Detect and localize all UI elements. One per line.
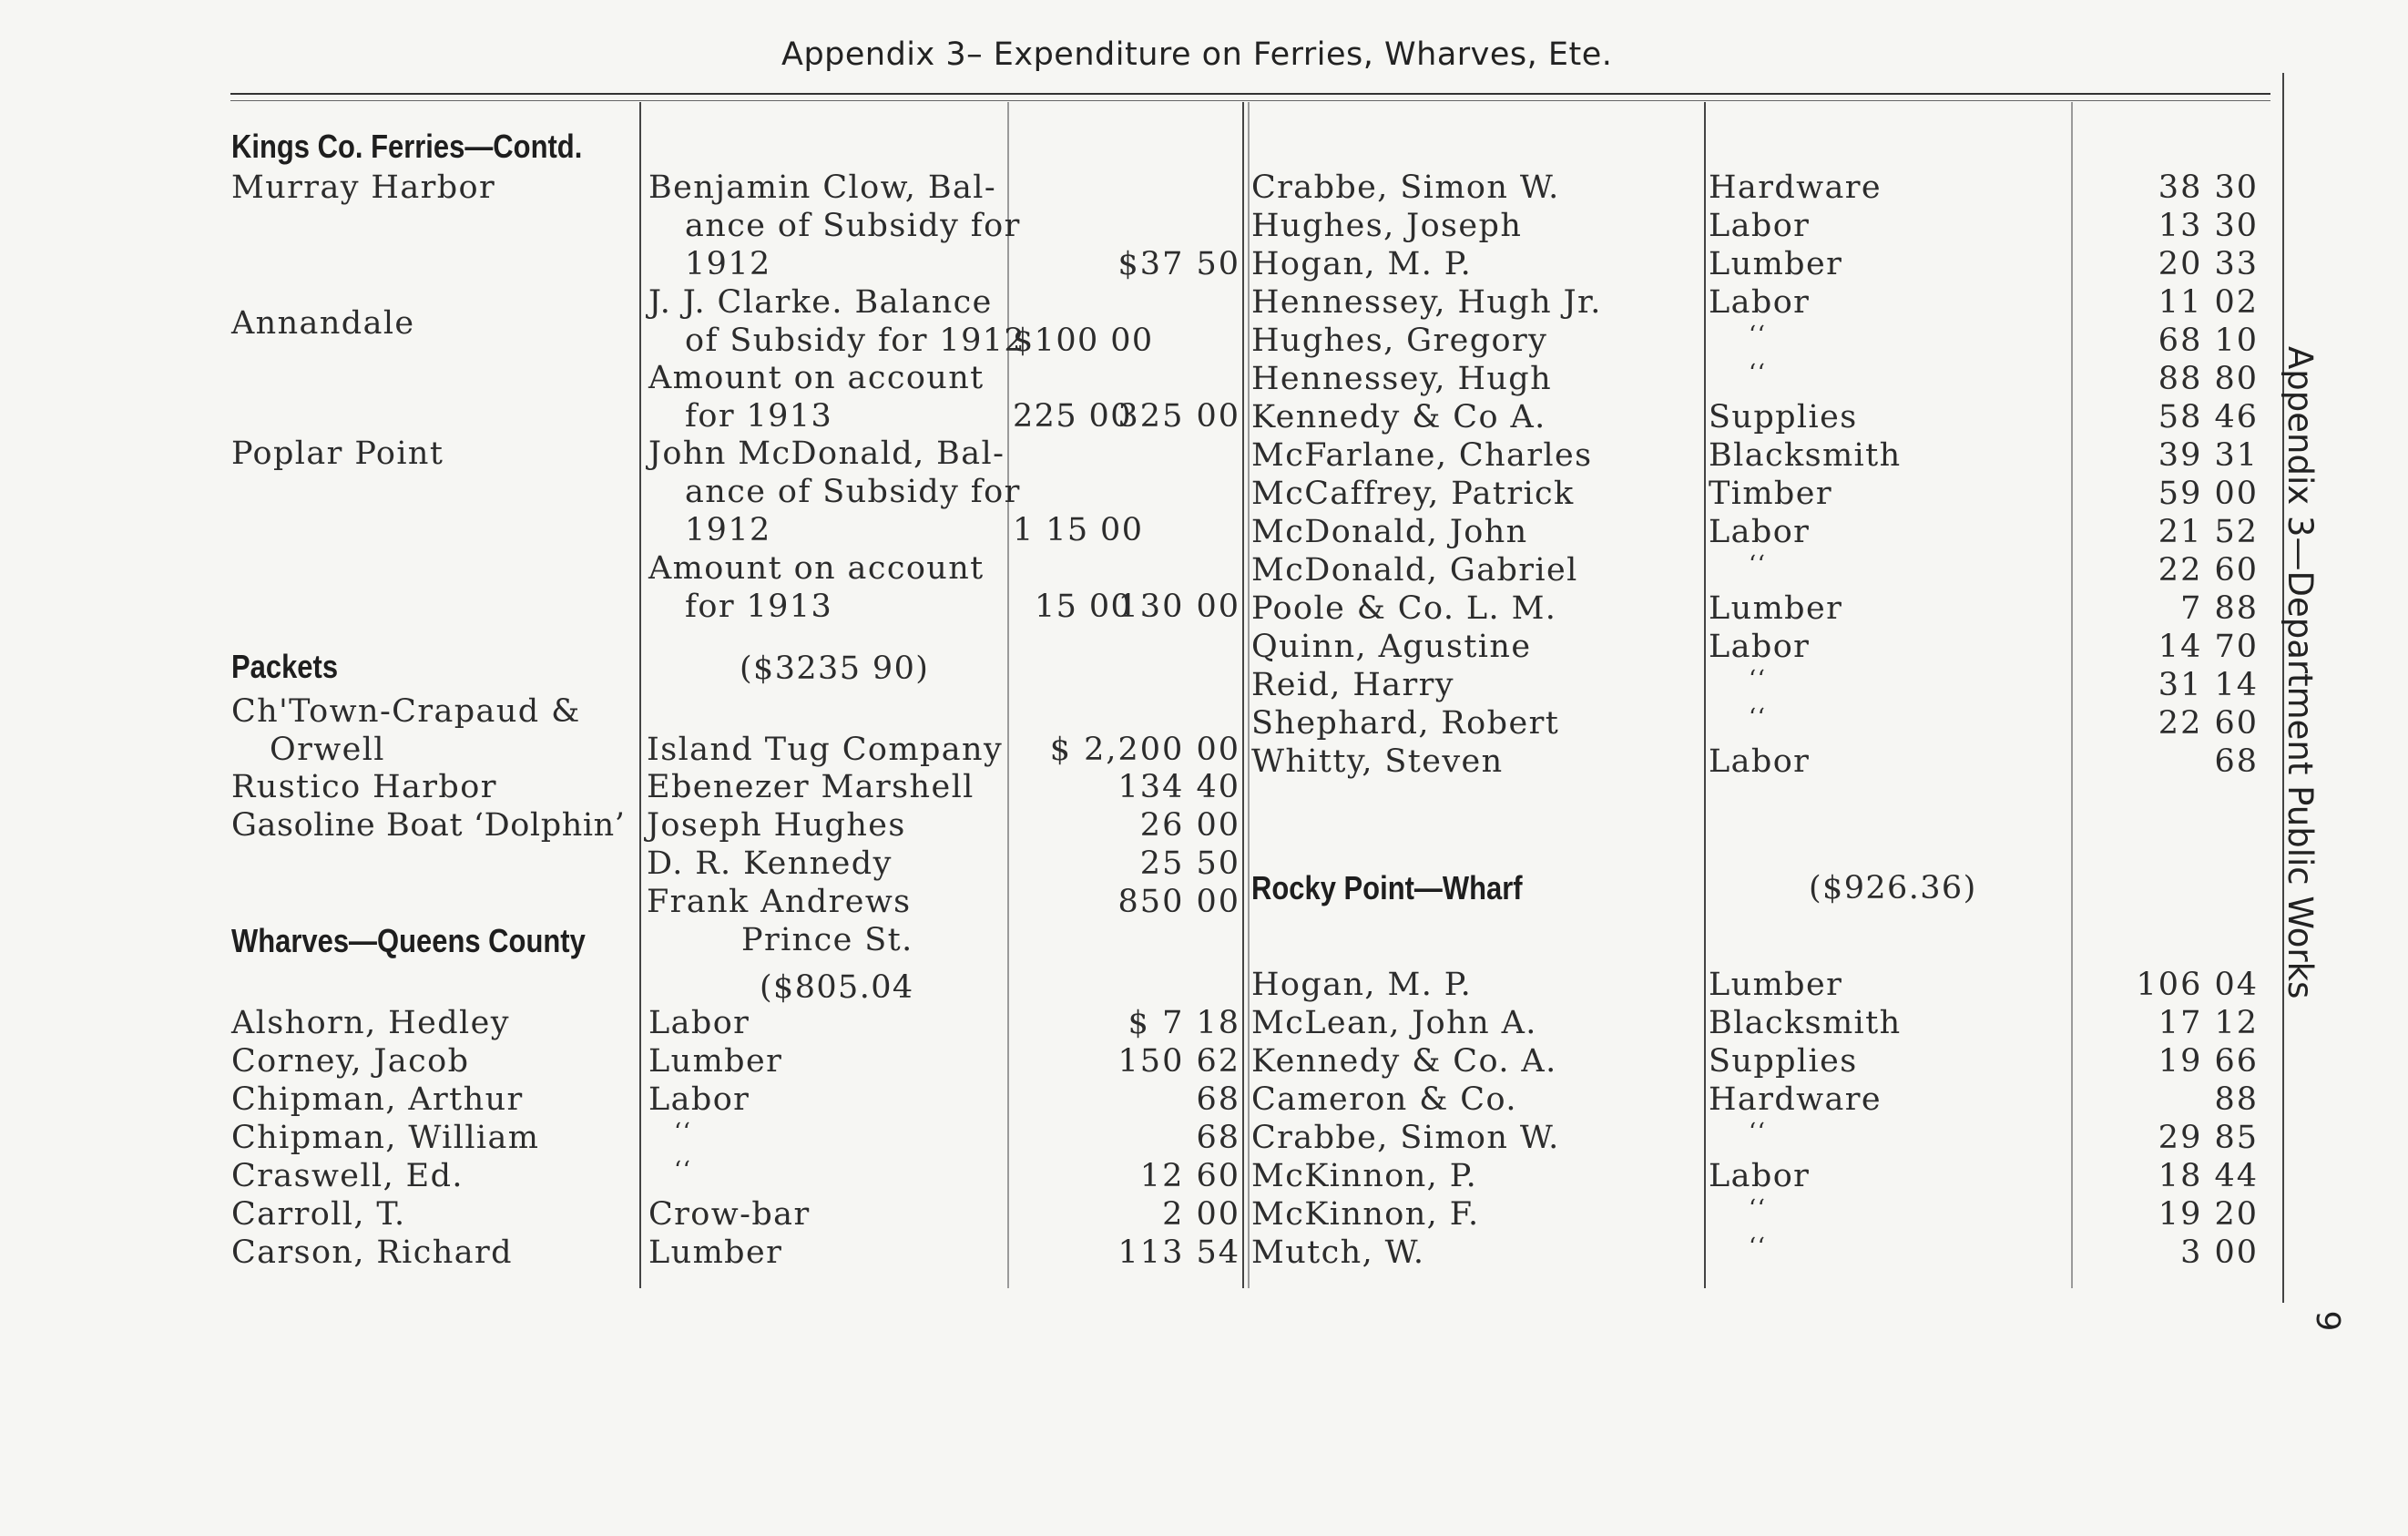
wharf-amount: $ 7 18 — [1127, 1005, 1240, 1041]
packet-payee: Ebenezer Marshell — [647, 769, 974, 805]
right-row-amount: 19 66 — [2158, 1043, 2259, 1080]
desc-annandale: for 1913 — [685, 398, 833, 435]
packet-place: Ch'Town-Crapaud & — [231, 693, 581, 730]
packet-payee: Frank Andrews — [647, 884, 912, 920]
wharf-amount: 2 00 — [1162, 1196, 1240, 1233]
right-row-amount: 68 10 — [2158, 323, 2259, 359]
right-row-item: Hardware — [1709, 169, 1882, 206]
right-row-name: Quinn, Agustine — [1251, 629, 1532, 665]
right-row-name: Crabbe, Simon W. — [1251, 1120, 1560, 1156]
right-row-name: Whitty, Steven — [1251, 743, 1504, 780]
wharf-amount: 68 — [1196, 1120, 1240, 1156]
rocky-point-heading: Rocky Point—Wharf — [1251, 869, 1523, 906]
wharf-name: Carson, Richard — [231, 1234, 513, 1271]
right-row-item: Supplies — [1709, 1043, 1858, 1080]
right-row-name: McDonald, John — [1251, 514, 1528, 550]
right-row-name: Cameron & Co. — [1251, 1081, 1517, 1118]
right-row-amount: 59 00 — [2158, 476, 2259, 512]
divider-right-amount — [2071, 102, 2073, 1288]
desc-poplar: for 1913 — [685, 589, 833, 625]
right-row-item: Hardware — [1709, 1081, 1882, 1118]
right-row-name: Mutch, W. — [1251, 1234, 1425, 1271]
packet-payee: D. R. Kennedy — [647, 845, 893, 882]
wharf-item: Crow-bar — [648, 1196, 811, 1233]
wharves-total: ($805.04 — [760, 969, 914, 1006]
wharf-name: Craswell, Ed. — [231, 1158, 464, 1194]
right-row-item: Lumber — [1709, 590, 1843, 627]
right-row-name: Reid, Harry — [1251, 667, 1454, 703]
packet-amount: 134 40 — [1117, 769, 1240, 805]
desc-poplar: John McDonald, Bal- — [648, 435, 1005, 472]
amount-annandale: 225 00 — [1013, 398, 1132, 435]
right-row-amount: 68 — [2214, 743, 2259, 780]
wharf-item: Lumber — [648, 1234, 783, 1271]
packets-total: ($3235 90) — [740, 650, 930, 687]
right-row-amount: 11 02 — [2158, 284, 2259, 321]
right-row-name: Shephard, Robert — [1251, 705, 1560, 742]
wharf-name: Chipman, William — [231, 1120, 540, 1156]
right-row-item: Labor — [1709, 1158, 1811, 1194]
right-row-name: McDonald, Gabriel — [1251, 552, 1578, 589]
right-row-name: McKinnon, F. — [1251, 1196, 1480, 1233]
ditto-mark: ‘‘ — [1749, 322, 1767, 349]
right-row-amount: 22 60 — [2158, 705, 2259, 742]
desc-annandale: Amount on account — [648, 360, 985, 396]
right-row-item: Labor — [1709, 514, 1811, 550]
ditto-mark: ‘‘ — [1749, 551, 1767, 579]
right-row-name: Hughes, Joseph — [1251, 208, 1523, 244]
desc-murray: ance of Subsidy for — [685, 208, 1021, 244]
desc-poplar: 1912 — [685, 512, 771, 548]
right-row-item: Labor — [1709, 284, 1811, 321]
wharf-name: Chipman, Arthur — [231, 1081, 524, 1118]
ditto-mark: ‘‘ — [1749, 704, 1767, 732]
packet-amount: 25 50 — [1139, 845, 1240, 882]
ditto-mark: ‘‘ — [1749, 360, 1767, 387]
divider-right-item — [1704, 102, 1706, 1288]
wharf-name: Corney, Jacob — [231, 1043, 470, 1080]
right-row-item: Lumber — [1709, 967, 1843, 1003]
amount-poplar: 1 15 00 — [1013, 512, 1144, 548]
right-row-item: Labor — [1709, 629, 1811, 665]
kings-heading: Kings Co. Ferries—Contd. — [231, 128, 583, 165]
right-row-amount: 7 88 — [2180, 590, 2259, 627]
right-row-name: McCaffrey, Patrick — [1251, 476, 1575, 512]
divider-left-amount — [1007, 102, 1009, 1288]
desc-poplar: Amount on account — [648, 550, 985, 587]
packet-amount: 850 00 — [1117, 884, 1240, 920]
right-row-item: Blacksmith — [1709, 1005, 1902, 1041]
ditto-mark: ‘‘ — [674, 1119, 692, 1146]
ditto-mark: ‘‘ — [1749, 1234, 1767, 1261]
wharves-heading: Wharves—Queens County — [231, 922, 586, 959]
wharf-amount: 113 54 — [1117, 1234, 1240, 1271]
divider-left-desc — [639, 102, 641, 1288]
top-rule-thin — [230, 100, 2270, 101]
wharf-amount: 150 62 — [1117, 1043, 1240, 1080]
right-row-amount: 106 04 — [2136, 967, 2259, 1003]
side-title: Appendix 3—Department Public Works — [2280, 346, 2320, 999]
wharf-amount: 12 60 — [1139, 1158, 1240, 1194]
right-row-amount: 19 20 — [2158, 1196, 2259, 1233]
right-row-name: Hogan, M. P. — [1251, 246, 1473, 282]
place-annandale: Annandale — [231, 305, 415, 342]
right-row-item: Lumber — [1709, 246, 1843, 282]
wharf-item: Labor — [648, 1005, 750, 1041]
desc-annandale: of Subsidy for 1912 — [685, 323, 1026, 359]
ditto-mark: ‘‘ — [1749, 666, 1767, 693]
right-row-amount: 58 46 — [2158, 399, 2259, 435]
top-rule — [230, 93, 2270, 95]
right-row-amount: 29 85 — [2158, 1120, 2259, 1156]
right-row-amount: 38 30 — [2158, 169, 2259, 206]
right-row-name: Hennessey, Hugh — [1251, 361, 1553, 397]
right-row-item: Labor — [1709, 743, 1811, 780]
right-row-name: Hogan, M. P. — [1251, 967, 1473, 1003]
right-row-amount: 31 14 — [2158, 667, 2259, 703]
wharf-item: Lumber — [648, 1043, 783, 1080]
right-row-name: Hughes, Gregory — [1251, 323, 1548, 359]
amount-poplar: 15 00 — [1035, 589, 1133, 625]
packet-amount: $ 2,200 00 — [1049, 732, 1240, 768]
desc-poplar: ance of Subsidy for — [685, 474, 1021, 510]
right-row-amount: 88 80 — [2158, 361, 2259, 397]
place-poplar: Poplar Point — [231, 435, 444, 472]
right-row-amount: 13 30 — [2158, 208, 2259, 244]
total-poplar: 130 00 — [1117, 589, 1240, 625]
right-row-amount: 21 52 — [2158, 514, 2259, 550]
packet-payee: Island Tug Company — [647, 732, 1004, 768]
total-annandale: 325 00 — [1117, 398, 1240, 435]
right-row-amount: 18 44 — [2158, 1158, 2259, 1194]
wharves-sub: Prince St. — [741, 922, 913, 958]
amount-annandale: $100 00 — [1013, 323, 1154, 359]
right-row-amount: 3 00 — [2180, 1234, 2259, 1271]
right-row-item: Labor — [1709, 208, 1811, 244]
desc-annandale: J. J. Clarke. Balance — [648, 284, 993, 321]
right-row-amount: 17 12 — [2158, 1005, 2259, 1041]
packet-payee: Joseph Hughes — [647, 807, 906, 844]
right-row-name: McLean, John A. — [1251, 1005, 1537, 1041]
desc-murray: Benjamin Clow, Bal- — [648, 169, 997, 206]
desc-murray: 1912 — [685, 246, 771, 282]
right-row-name: McFarlane, Charles — [1251, 437, 1593, 474]
right-row-amount: 39 31 — [2158, 437, 2259, 474]
wharf-amount: 68 — [1196, 1081, 1240, 1118]
page-number: 9 — [2309, 1310, 2346, 1332]
packets-heading: Packets — [231, 648, 339, 685]
right-row-item: Supplies — [1709, 399, 1858, 435]
right-row-name: Kennedy & Co. A. — [1251, 1043, 1557, 1080]
divider-center-thin — [1248, 102, 1250, 1288]
right-row-name: Kennedy & Co A. — [1251, 399, 1546, 435]
wharf-item: Labor — [648, 1081, 750, 1118]
wharf-name: Alshorn, Hedley — [231, 1005, 510, 1041]
page-title: Appendix 3– Expenditure on Ferries, Wharves, Ete. — [781, 36, 1613, 73]
right-row-name: Poole & Co. L. M. — [1251, 590, 1557, 627]
right-row-amount: 88 — [2214, 1081, 2259, 1118]
packet-place: Orwell — [270, 732, 385, 768]
wharf-name: Carroll, T. — [231, 1196, 406, 1233]
right-row-name: Crabbe, Simon W. — [1251, 169, 1560, 206]
right-row-item: Blacksmith — [1709, 437, 1902, 474]
ditto-mark: ‘‘ — [1749, 1119, 1767, 1146]
place-murray: Murray Harbor — [231, 169, 496, 206]
right-row-name: Hennessey, Hugh Jr. — [1251, 284, 1602, 321]
packet-place: Rustico Harbor — [231, 769, 497, 805]
packet-place: Gasoline Boat ‘Dolphin’ — [231, 807, 626, 844]
packet-amount: 26 00 — [1139, 807, 1240, 844]
right-row-amount: 14 70 — [2158, 629, 2259, 665]
rocky-point-total: ($926.36) — [1809, 870, 1977, 906]
right-row-name: McKinnon, P. — [1251, 1158, 1478, 1194]
divider-center — [1242, 102, 1244, 1288]
right-row-amount: 20 33 — [2158, 246, 2259, 282]
right-row-item: Timber — [1709, 476, 1832, 512]
ditto-mark: ‘‘ — [1749, 1195, 1767, 1223]
right-row-amount: 22 60 — [2158, 552, 2259, 589]
amount-murray: $37 50 — [1117, 246, 1240, 282]
ditto-mark: ‘‘ — [674, 1157, 692, 1184]
